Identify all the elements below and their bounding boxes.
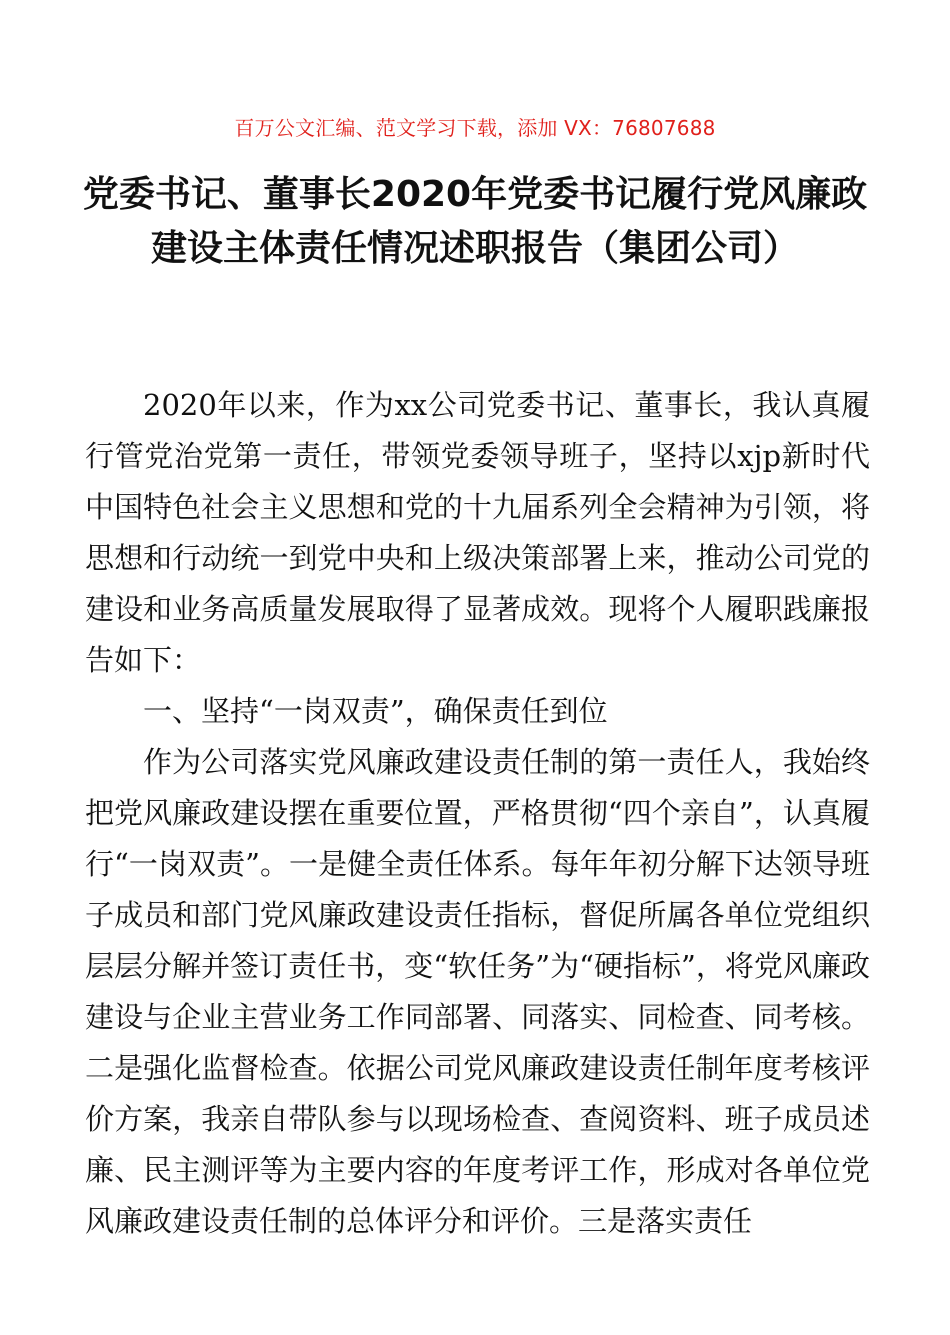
- document-title: 党委书记、董事长2020年党委书记履行党风廉政建设主体责任情况述职报告（集团公司）: [82, 174, 868, 269]
- section-heading-1: 一、坚持“一岗双责”，确保责任到位: [143, 694, 608, 728]
- document-body: [85, 380, 870, 1247]
- paragraph-intro: 2020年以来，作为xx公司党委书记、董事长，我认真履行管党治党第一责任，带领党委领导班子，坚持以xjp新时代中国特色社会主义思想和党的十九届系列全会精神为引领，将思想和行动统一到党中央和上级决策部署上来，推动公司党的建设和业务高质量发展取得了显著成效。现将个人履职践廉报告如下：: [85, 388, 870, 677]
- paragraph-section-1: 作为公司落实党风廉政建设责任制的第一责任人，我始终把党风廉政建设摆在重要位置，严格贯彻“四个亲自”，认真履行“一岗双责”。一是健全责任体系。每年年初分解下达领导班子成员和部门党风廉政建设责任指标，督促所属各单位党组织层层分解并签订责任书，变“软任务”为“硬指标”，将党风廉政建设与企业主营业务工作同部署、同落实、同检查、同考核。二是强化监督检查。依据公司党风廉政建设责任制年度考核评价方案，我亲自带队参与以现场检查、查阅资料、班子成员述廉、民主测评等为主要内容的年度考评工作，形成对各单位党风廉政建设责任制的总体评分和评价。三是落实责任: [85, 745, 870, 1238]
- watermark-banner: 百万公文汇编、范文学习下载，添加 VX：76807688: [234, 116, 716, 140]
